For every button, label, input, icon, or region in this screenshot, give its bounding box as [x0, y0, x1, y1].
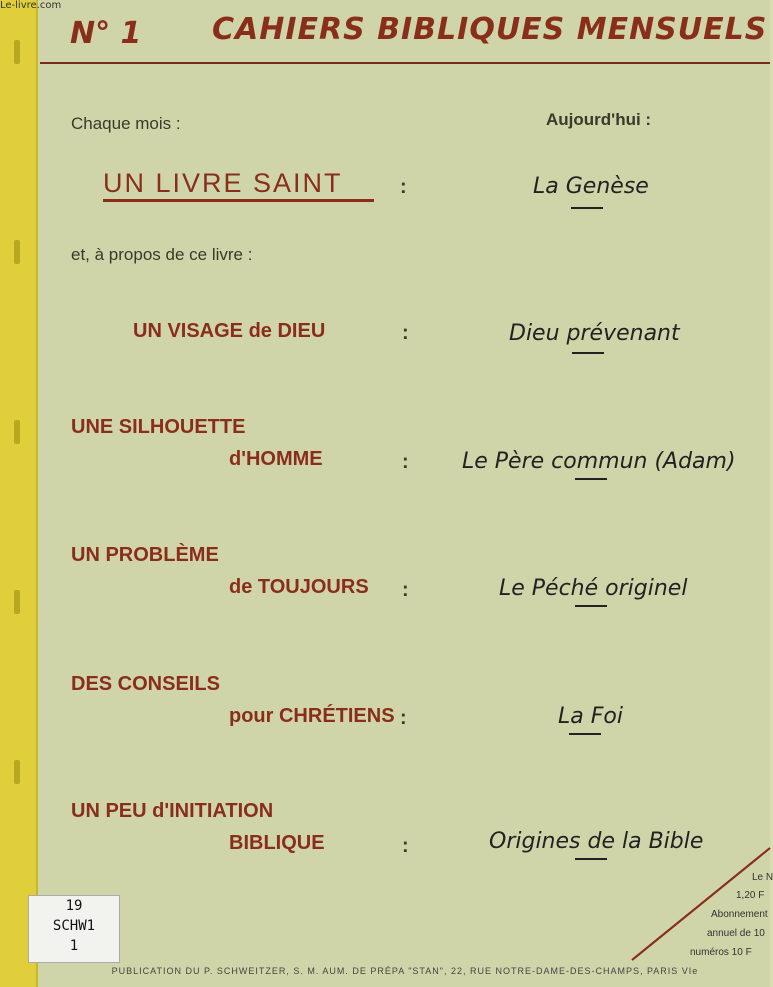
item-value: La Foi: [558, 704, 623, 729]
binding-hole: [14, 590, 20, 614]
item-colon: :: [402, 835, 409, 857]
tag-line: 1: [69, 938, 79, 954]
main-value: La Genèse: [533, 174, 649, 199]
item-value: Dieu prévenant: [509, 321, 680, 346]
intro-text: et, à propos de ce livre :: [71, 245, 253, 264]
binding-hole: [14, 240, 20, 264]
value-underline: [571, 207, 603, 209]
item-label-2: de TOUJOURS: [229, 576, 369, 598]
price-box: [632, 848, 772, 958]
tag-line: 19: [65, 898, 83, 914]
right-heading: Aujourd'hui :: [546, 110, 652, 129]
page-title: CAHIERS BIBLIQUES MENSUELS: [212, 12, 768, 47]
item-label: DES CONSEILS: [71, 673, 220, 695]
price-label: Le N: [752, 872, 773, 883]
binding-hole: [14, 420, 20, 444]
item-label: UNE SILHOUETTE: [71, 416, 246, 438]
item-colon: :: [400, 707, 407, 729]
item-value: Le Père commun (Adam): [462, 449, 736, 474]
binding-hole: [14, 40, 20, 64]
item-colon: :: [402, 322, 409, 344]
price-single: 1,20 F: [736, 890, 765, 901]
price-subscription: numéros 10 F: [690, 947, 752, 958]
issue-number: N° 1: [70, 16, 142, 51]
yellow-spine: [0, 0, 38, 987]
item-label: UN PROBLÈME: [71, 544, 219, 566]
library-tag: [28, 895, 120, 963]
main-label-underline: [103, 199, 374, 202]
item-label-2: pour CHRÉTIENS: [229, 705, 395, 727]
item-colon: :: [402, 451, 409, 473]
header: [40, 0, 770, 64]
value-underline: [572, 352, 604, 354]
value-underline: [569, 733, 601, 735]
tag-line: SCHW1: [52, 918, 96, 934]
item-label: UN PEU d'INITIATION: [71, 800, 274, 822]
footer: PUBLICATION DU P. SCHWEITZER, S. M. AUM. DE PRÉPA "STAN", 22, RUE NOTRE-DAME-DES-CHAMPS, PARIS VIe: [111, 966, 699, 976]
main-colon: :: [400, 176, 407, 198]
item-value: Origines de la Bible: [489, 829, 704, 854]
price-subscription-label: Abonnement: [711, 909, 768, 920]
value-underline: [575, 605, 607, 607]
value-underline: [575, 478, 607, 480]
item-label: UN VISAGE de DIEU: [133, 320, 326, 342]
item-value: Le Péché originel: [499, 576, 688, 601]
price-subscription-period: annuel de 10: [707, 928, 765, 939]
binding-hole: [14, 760, 20, 784]
left-heading: Chaque mois :: [71, 114, 181, 133]
item-label-2: BIBLIQUE: [229, 832, 325, 854]
value-underline: [575, 858, 607, 860]
item-colon: :: [402, 579, 409, 601]
watermark: Le-livre.com: [0, 0, 62, 11]
price-box-border: [632, 848, 772, 958]
main-label: UN LIVRE SAINT: [103, 168, 343, 198]
item-label-2: d'HOMME: [229, 448, 323, 470]
